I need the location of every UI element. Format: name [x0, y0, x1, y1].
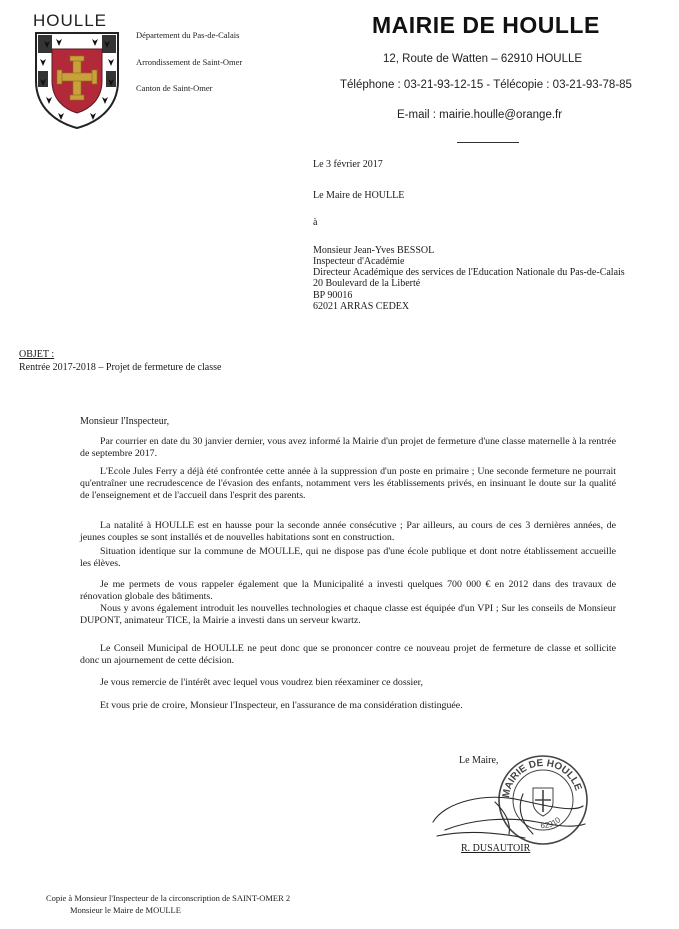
recipient-title: Inspecteur d'Académie	[313, 256, 405, 267]
paragraph-8: Je vous remercie de l'intérêt avec lequel vous voudrez bien réexaminer ce dossier,	[100, 677, 424, 688]
paragraph-3: La natalité à HOULLE est en hausse pour la seconde année consécutive ; Par ailleurs, au cours de ces 3 dernières années, de jeunes couples se sont installés et de nouvelles habitations sont en construction.	[80, 520, 616, 543]
to-word: à	[313, 217, 318, 228]
paragraph-7: Le Conseil Municipal de HOULLE ne peut donc que se prononcer contre ce nouveau projet de fermeture de classe et sollicite donc un ajournement de cette décision.	[80, 643, 616, 666]
arrondissement-line: Arrondissement de Saint-Omer	[136, 57, 243, 67]
recipient-role: Directeur Académique des services de l'Education Nationale du Pas-de-Calais	[313, 267, 625, 278]
paragraph-1: Par courrier en date du 30 janvier dernier, vous avez informé la Mairie d'un projet de fermeture d'une classe maternelle à la rentrée de septembre 2017.	[80, 436, 616, 459]
recipient-bp: BP 90016	[313, 290, 353, 301]
stamp-top-text: MAIRIE DE HOULLE	[500, 757, 584, 799]
recipient-name: Monsieur Jean-Yves BESSOL	[313, 245, 435, 256]
letter-date: Le 3 février 2017	[313, 159, 383, 170]
canton-line: Canton de Saint-Omer	[136, 83, 213, 93]
copy-line-2: Monsieur le Maire de MOULLE	[70, 905, 181, 915]
signer-name: R. DUSAUTOIR	[461, 843, 531, 854]
coat-of-arms-icon	[34, 31, 120, 130]
mairie-title: MAIRIE DE HOULLE	[372, 12, 600, 38]
paragraph-9: Et vous prie de croire, Monsieur l'Inspecteur, en l'assurance de ma considération distinguée.	[100, 700, 463, 711]
paragraph-2: L'Ecole Jules Ferry a déjà été confrontée cette année à la suppression d'un poste en primaire ; Une seconde fermeture ne pourrait qu'entraîner une recrudescence de l'évasion des enfants, notamment vers les établissements privés, en insinuant le doute sur la qualité de l'enseignement et de l'accueil dans l'esprit des parents.	[80, 466, 616, 501]
paragraph-6: Nous y avons également introduit les nouvelles technologies et chaque classe est équipée d'un VPI ; Sur les conseils de Monsieur DUPONT, animateur TICE, la Mairie a investi dans un serveur kwartz.	[80, 603, 616, 626]
signature-scribble-icon	[425, 772, 590, 852]
mairie-phone: Téléphone : 03-21-93-12-15 - Télécopie : 03-21-93-78-85	[340, 79, 632, 91]
recipient-street: 20 Boulevard de la Liberté	[313, 278, 421, 289]
mairie-email: E-mail : mairie.houlle@orange.fr	[397, 109, 563, 121]
copy-line-1: Copie à Monsieur l'Inspecteur de la circonscription de SAINT-OMER 2	[46, 893, 291, 903]
sender-line: Le Maire de HOULLE	[313, 190, 405, 201]
objet-text: Rentrée 2017-2018 – Projet de fermeture de classe	[19, 362, 222, 373]
closing-line: Le Maire,	[459, 755, 499, 766]
salutation: Monsieur l'Inspecteur,	[80, 416, 170, 427]
mairie-address: 12, Route de Watten – 62910 HOULLE	[383, 53, 583, 65]
header-rule	[457, 142, 519, 143]
logo-text: HOULLE	[33, 11, 108, 30]
stamp-bottom-text: 62910	[540, 815, 563, 831]
paragraph-4: Situation identique sur la commune de MOULLE, qui ne dispose pas d'une école publique et dont notre établissement accueille les élèves.	[80, 546, 616, 569]
department-line: Département du Pas-de-Calais	[136, 30, 240, 40]
paragraph-5: Je me permets de vous rappeler également que la Municipalité a investi quelques 700 000 € en 2012 dans des travaux de rénovation globale des bâtiments.	[80, 579, 616, 602]
recipient-city: 62021 ARRAS CEDEX	[313, 301, 410, 312]
objet-label: OBJET :	[19, 349, 55, 360]
